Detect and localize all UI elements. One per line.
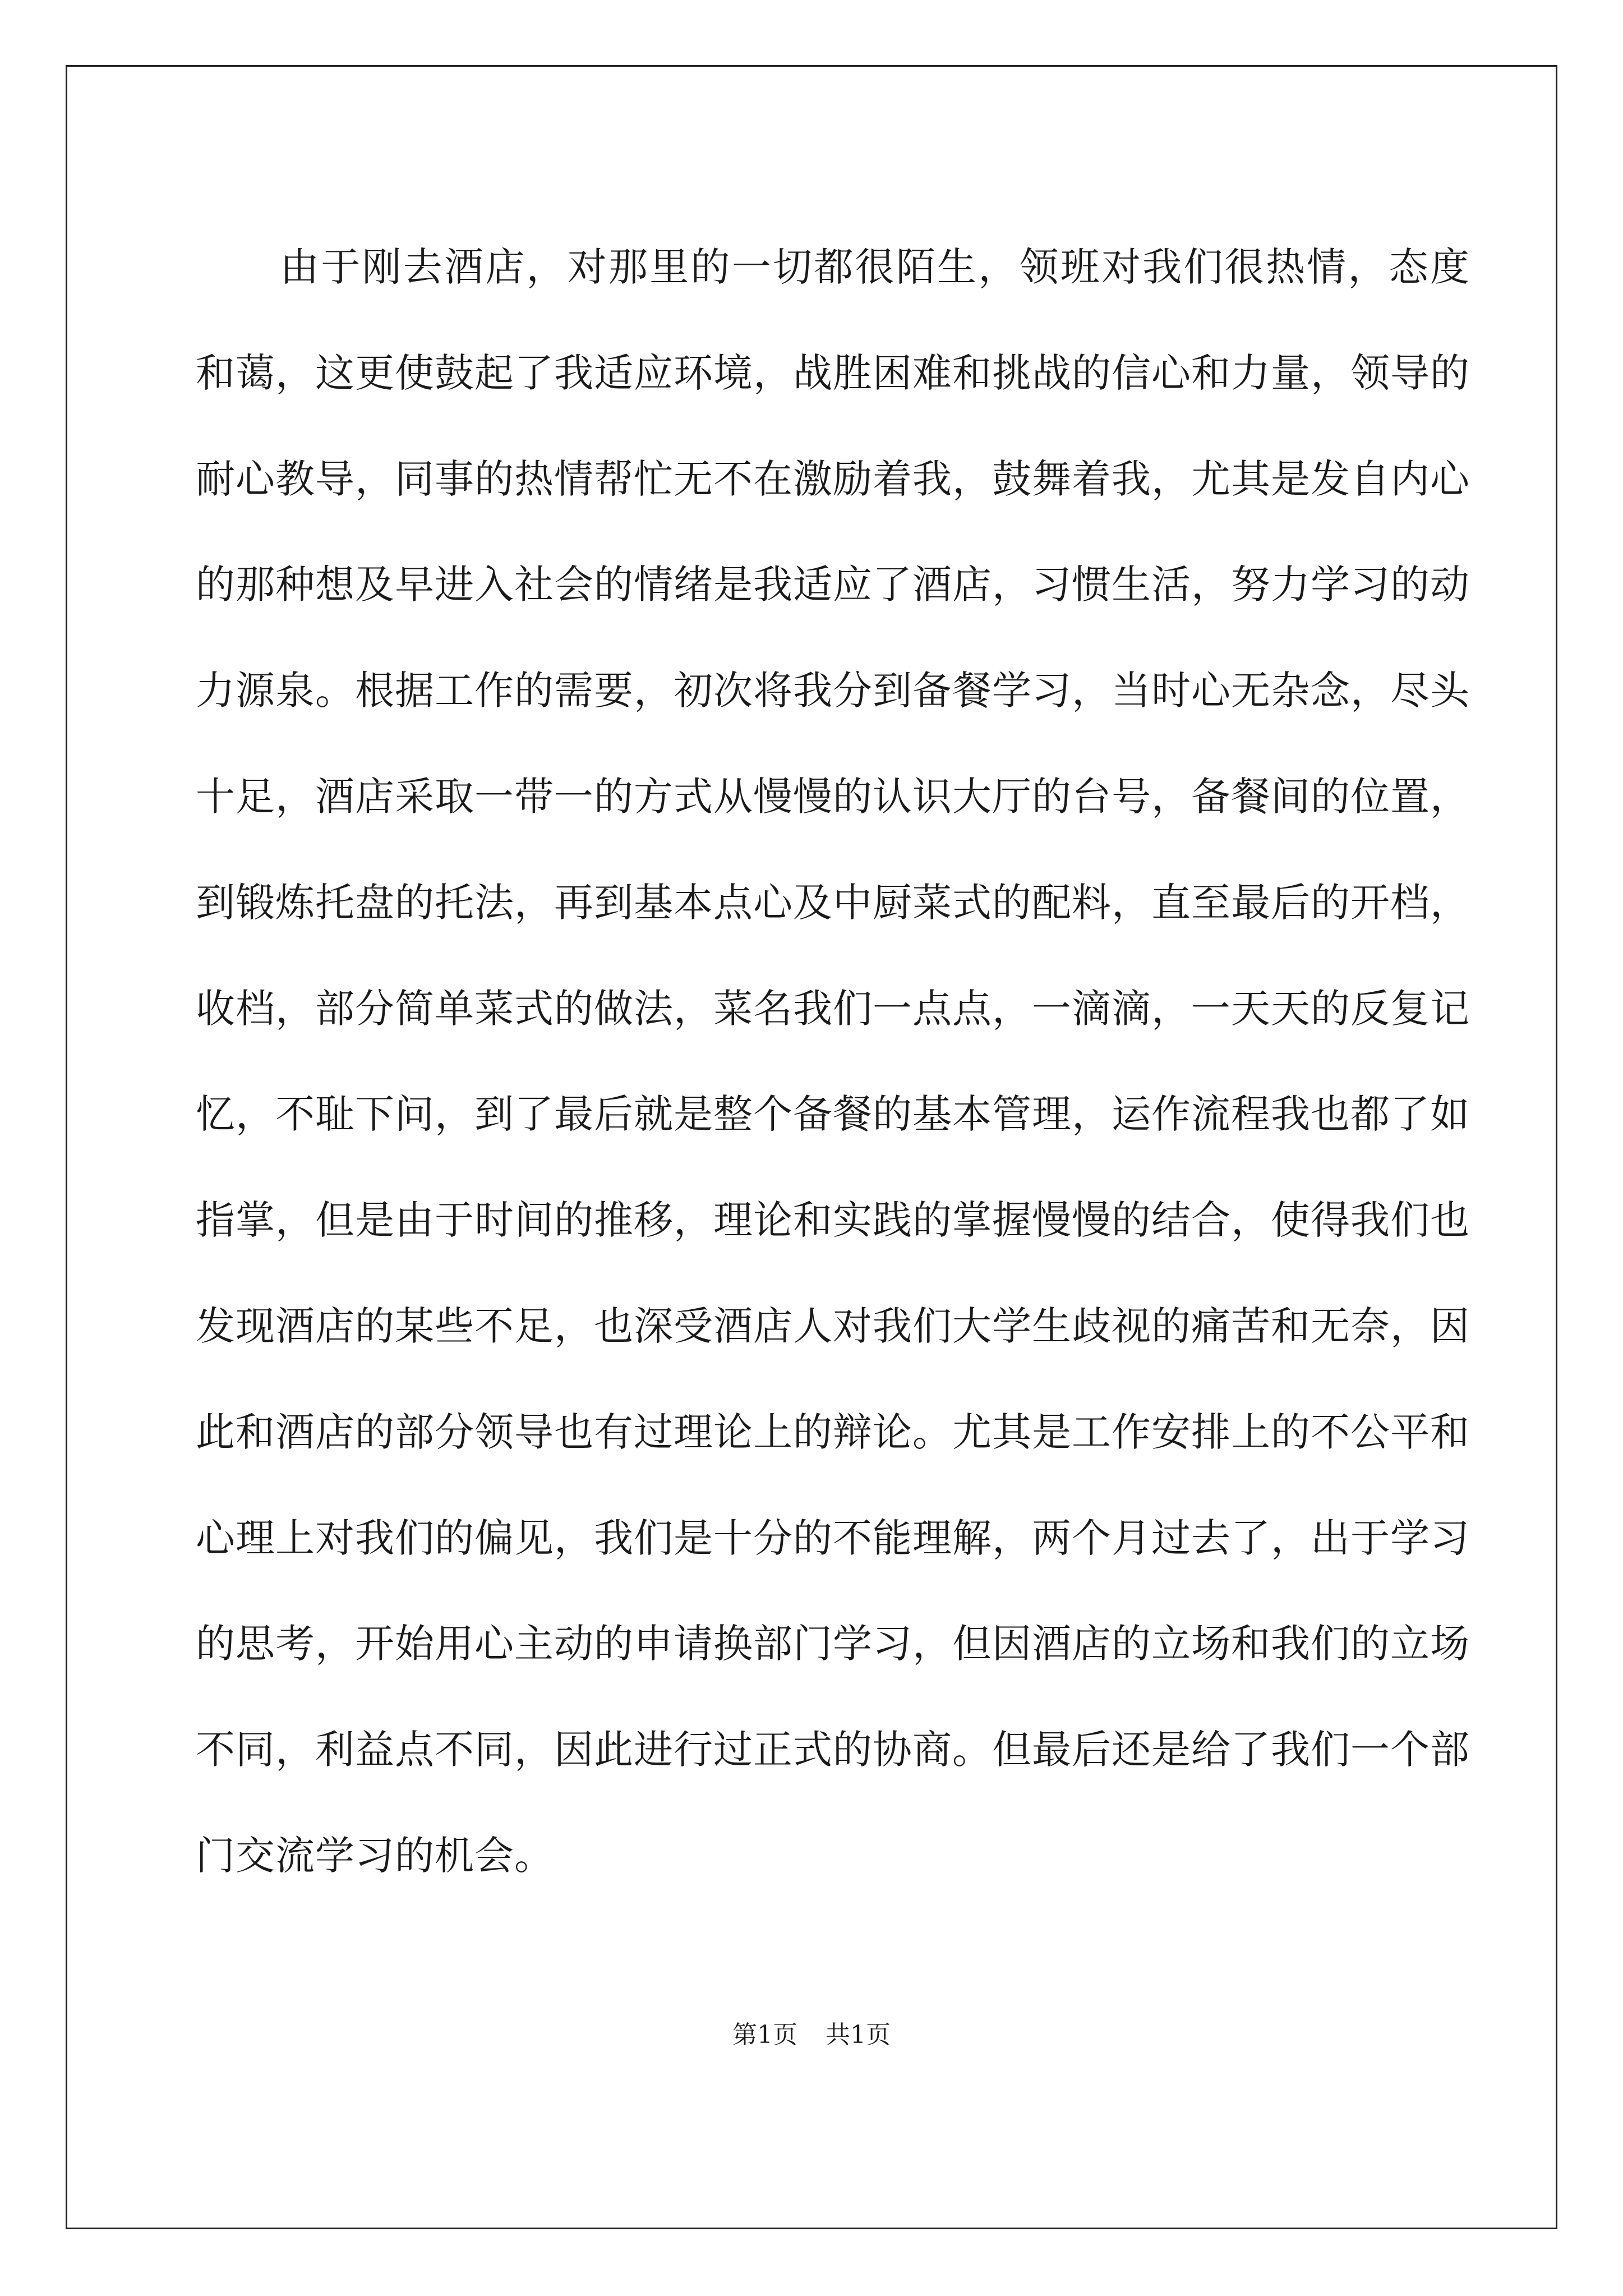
page-footer (0, 2018, 1623, 2052)
body-paragraph: 由于刚去酒店，对那里的一切都很陌生，领班对我们很热情，态度和蔼，这更使鼓起了我适应环境，战胜困难和挑战的信心和力量，领导的耐心教导，同事的热情帮忙无不在激励着我，鼓舞着我，尤其是发自内心的那种想及早进入社会的情绪是我适应了酒店，习惯生活，努力学习的动力源泉。根据工作的需要，初次将我分到备餐学习，当时心无杂念，尽头十足，酒店采取一带一的方式从慢慢的认识大厅的台号，备餐间的位置，到锻炼托盘的托法，再到基本点心及中厨菜式的配料，直至最后的开档，收档，部分简单菜式的做法，菜名我们一点点，一滴滴，一天天的反复记忆，不耻下问，到了最后就是整个备餐的基本管理，运作流程我也都了如指掌，但是由于时间的推移，理论和实践的掌握慢慢的结合，使得我们也发现酒店的某些不足，也深受酒店人对我们大学生歧视的痛苦和无奈，因此和酒店的部分领导也有过理论上的辩论。尤其是工作安排上的不公平和心理上对我们的偏见，我们是十分的不能理解，两个月过去了，出于学习的思考，开始用心主动的申请换部门学习，但因酒店的立场和我们的立场不同，利益点不同，因此进行过正式的协商。但最后还是给了我们一个部门交流学习的机会。 (196, 244, 1470, 1879)
page-number: 第1页 (732, 2021, 797, 2049)
page-total: 共1页 (826, 2021, 891, 2049)
